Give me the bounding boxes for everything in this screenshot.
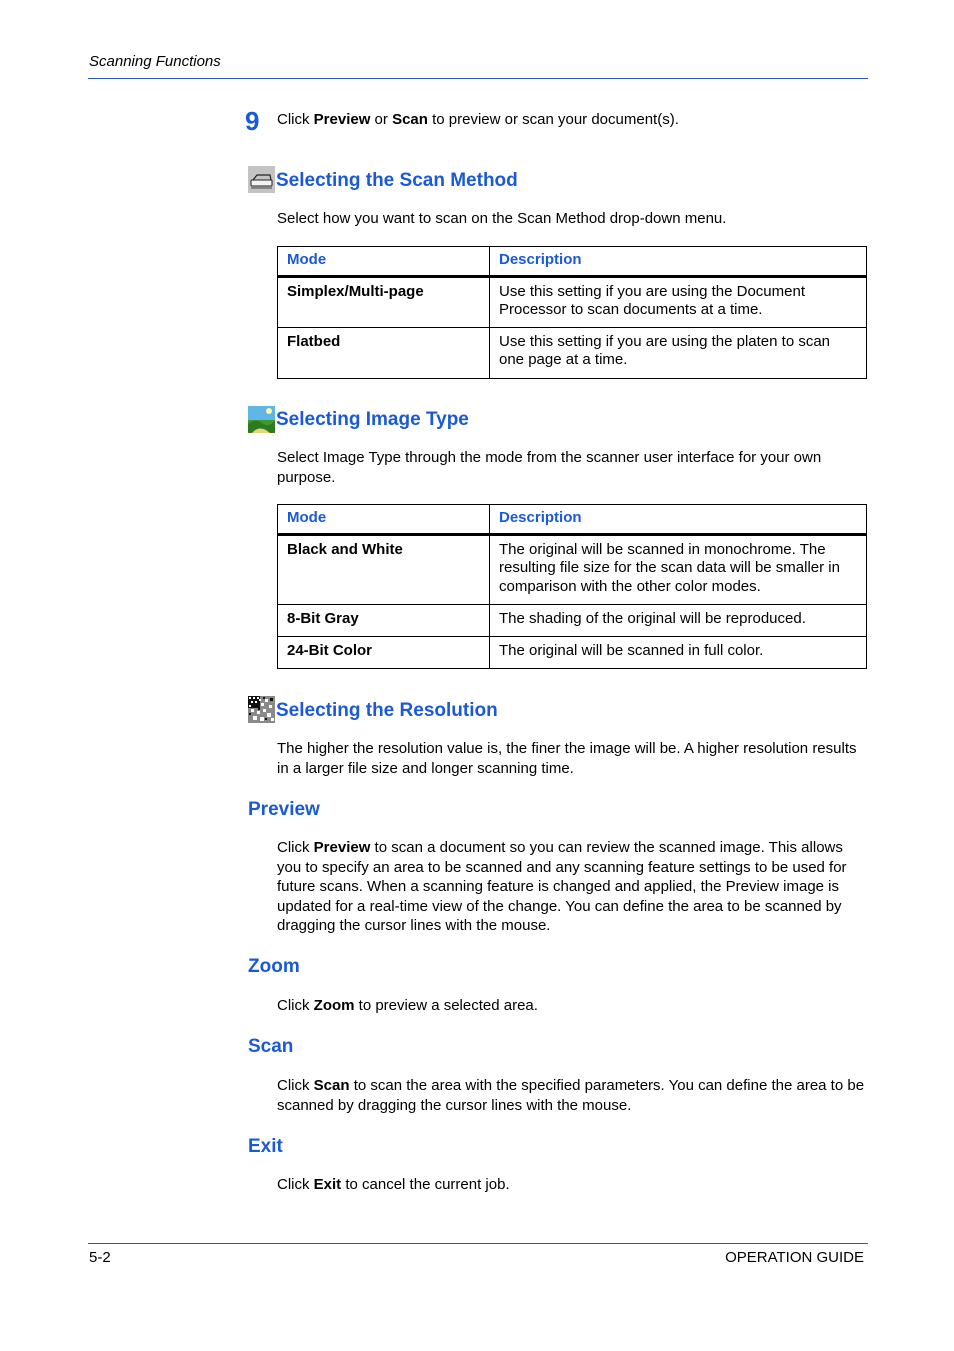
mode-cell: Simplex/Multi-page [278,276,490,327]
preview-text: Click Preview to scan a document so you can review the scanned image. This allows you to specify an area to be scanned and any scanning feature settings to be used for future scans. When a scanning feature is changed and applied, the Preview image is updated for a real-time view of the change. You can define the area to be scanned by dragging the cursor lines with the mouse. [277,839,847,934]
mode-cell: 24-Bit Color [278,636,490,668]
column-header-description: Description [490,505,867,535]
page-number: 5-2 [89,1249,111,1266]
mode-cell: Flatbed [278,327,490,378]
section-title-image-type: Selecting Image Type [276,409,469,430]
table-row [278,327,867,378]
step-text: Click Preview or Scan to preview or scan your document(s). [277,111,679,128]
table-row [278,636,867,668]
description-cell: Use this setting if you are using the Document Processor to scan documents at a time. [490,276,867,327]
running-head: Scanning Functions [89,53,221,70]
table-header-row [278,505,867,535]
description-cell: The shading of the original will be reproduced. [490,604,867,636]
footer-rule [88,1243,868,1244]
table-header-row [278,247,867,277]
section-title-exit: Exit [248,1136,283,1157]
description-cell: The original will be scanned in full color. [490,636,867,668]
section-title-zoom: Zoom [248,956,300,977]
column-header-mode: Mode [278,505,490,535]
header-rule [88,78,868,79]
section-title-preview: Preview [248,799,320,820]
section-title-scan-method: Selecting the Scan Method [276,170,518,191]
description-cell: Use this setting if you are using the platen to scan one page at a time. [490,327,867,378]
table-row [278,604,867,636]
landscape-image-icon [248,406,275,433]
mode-cell: 8-Bit Gray [278,604,490,636]
resolution-intro: The higher the resolution value is, the finer the image will be. A higher resolution results in a larger file size and longer scanning time. [277,740,857,777]
zoom-text: Click Zoom to preview a selected area. [277,997,538,1014]
column-header-mode: Mode [278,247,490,277]
scan-text: Click Scan to scan the area with the specified parameters. You can define the area to be scanned by dragging the cursor lines with the mouse. [277,1077,865,1114]
section-title-resolution: Selecting the Resolution [276,700,498,721]
step-number: 9 [245,106,260,136]
column-header-description: Description [490,247,867,277]
image-type-intro: Select Image Type through the mode from the scanner user interface for your own purpose. [277,449,822,486]
table-row [278,534,867,604]
scanner-icon [248,166,275,193]
scan-method-intro: Select how you want to scan on the Scan Method drop-down menu. [277,210,727,227]
image-type-table [277,504,867,669]
scan-method-table [277,246,867,379]
resolution-dither-icon [248,696,275,723]
table-row [278,276,867,327]
mode-cell: Black and White [278,534,490,604]
exit-text: Click Exit to cancel the current job. [277,1176,510,1193]
guide-title: OPERATION GUIDE [725,1249,864,1266]
description-cell: The original will be scanned in monochrome. The resulting file size for the scan data will be smaller in comparison with the other color modes. [490,534,867,604]
section-title-scan: Scan [248,1036,294,1057]
